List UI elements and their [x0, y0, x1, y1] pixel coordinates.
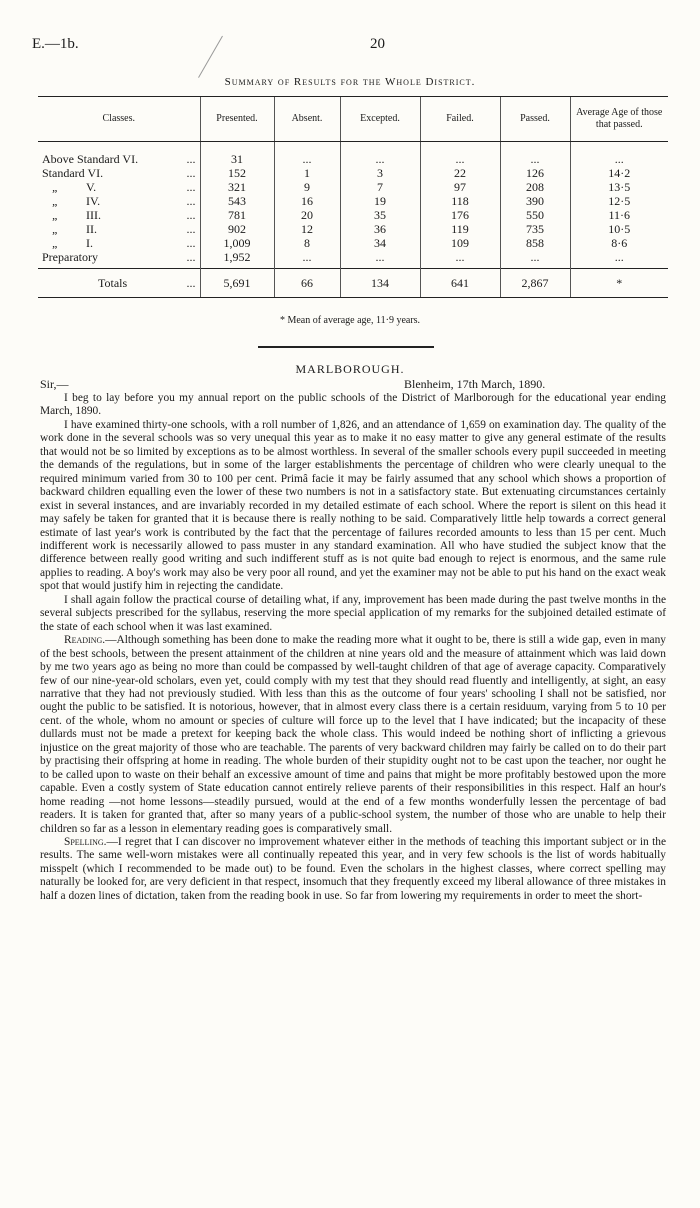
table-title: Summary of Results for the Whole District. — [224, 76, 476, 88]
cell-age: 14·2 — [570, 166, 668, 180]
totals-label-cell — [38, 269, 200, 298]
ditto-mark: „ — [52, 236, 59, 250]
leader-dots: ... — [186, 208, 196, 222]
page-header — [32, 36, 668, 56]
class-name: Standard VI. — [42, 166, 104, 180]
salutation: Sir,— — [40, 377, 69, 391]
cell-age: 13·5 — [570, 180, 668, 194]
class-name-cell — [38, 166, 200, 180]
cell-presented: 902 — [200, 222, 274, 236]
col-header-passed: Passed. — [500, 97, 570, 142]
paragraph-text: —Although something has been done to make the reading more what it ought to be, there is still a wide gap, even in many of the best schools, between the present attainment of the children at nine years old and the measure of attainment which was laid down by me two years ago as being no more than could be compassed by well-taught children of that age of average capacity. Comparatively few of our nine-year-old scholars, even yet, could comply with my test that they should read fluently and intelligently, at sight, an easy narrative that they had not previously studied. With less than this as the outcome of four years' schooling I shall not be satisfied, nor ought the public to be satisfied. It is notorious, however, that in almost every class there is a certain residuum, varying from 5 to 10 per cent. of the whole, whom no amount or species of culture will force up to the level that I have indicated; but the incapacity of these dullards must not be made a pretext for keeping back the whole class. This would indeed be nothing short of inflicting a grievous injustice on the great majority of those who are teachable. The parents of very backward children may fairly be called on to do their part by practising their offspring at home in reading. The whole burden of their stupidity ought not to be cast upon the teacher, nor ought he to be called upon to waste on their behalf an excessive amount of time and pains that might be more profitably bestowed upon the more capable. Even a costly system of State education cannot entirely relieve parents of their responsibilities in this respect. Half an hour's home reading —not home lessons—steadily pursued, would at the end of a few months wonderfully lessen the percentage of bad readers. It is taken for granted that, after so many years of a public-school system, the number of those who are unable to help their children so far as a lesson in elementary reading goes is comparatively small. — [40, 634, 666, 835]
class-name-cell — [38, 152, 200, 166]
table-row — [38, 222, 668, 236]
cell-failed: 109 — [420, 236, 500, 250]
leader-dots: ... — [186, 166, 196, 180]
totals-row — [38, 269, 668, 298]
cell-absent: 9 — [274, 180, 340, 194]
cell-excepted: 35 — [340, 208, 420, 222]
col-header-absent: Absent. — [274, 97, 340, 142]
table-spacer — [38, 142, 668, 153]
document-reference: E.—1b. — [32, 36, 79, 52]
cell-absent: 8 — [274, 236, 340, 250]
dateline: Blenheim, 17th March, 1890. — [404, 377, 546, 391]
cell-passed: ... — [500, 152, 570, 166]
table-row — [38, 250, 668, 269]
page-number: 20 — [370, 36, 385, 52]
cell-presented: 152 — [200, 166, 274, 180]
cell-absent: 20 — [274, 208, 340, 222]
total-absent: 66 — [274, 269, 340, 298]
cell-presented: 31 — [200, 152, 274, 166]
ditto-mark: „ — [52, 208, 59, 222]
class-name-cell — [38, 236, 200, 250]
cell-absent: ... — [274, 152, 340, 166]
cell-age: ... — [570, 152, 668, 166]
cell-excepted: 19 — [340, 194, 420, 208]
cell-age: 10·5 — [570, 222, 668, 236]
class-name: V. — [86, 180, 97, 194]
cell-presented: 543 — [200, 194, 274, 208]
cell-failed: 97 — [420, 180, 500, 194]
class-name: IV. — [86, 194, 101, 208]
cell-presented: 1,009 — [200, 236, 274, 250]
table-header-row — [38, 97, 668, 142]
section-title: MARLBOROUGH. — [295, 362, 405, 376]
table-row — [38, 208, 668, 222]
cell-age: 12·5 — [570, 194, 668, 208]
class-name: Above Standard VI. — [42, 152, 139, 166]
class-name-cell — [38, 208, 200, 222]
cell-presented: 1,952 — [200, 250, 274, 269]
totals-label: Totals — [98, 276, 128, 290]
cell-excepted: 3 — [340, 166, 420, 180]
cell-age: 8·6 — [570, 236, 668, 250]
report-paragraph — [40, 594, 666, 634]
class-name: III. — [86, 208, 101, 222]
cell-passed: 858 — [500, 236, 570, 250]
table-row — [38, 194, 668, 208]
paragraph-heading: Reading. — [64, 634, 106, 647]
cell-failed: 22 — [420, 166, 500, 180]
cell-absent: 16 — [274, 194, 340, 208]
cell-passed: 208 — [500, 180, 570, 194]
cell-passed: 126 — [500, 166, 570, 180]
class-name: II. — [86, 222, 97, 236]
cell-failed: 119 — [420, 222, 500, 236]
cell-excepted: 36 — [340, 222, 420, 236]
total-failed: 641 — [420, 269, 500, 298]
report-paragraph — [40, 392, 666, 419]
cell-failed: ... — [420, 250, 500, 269]
cell-excepted: ... — [340, 152, 420, 166]
paragraph-text: I beg to lay before you my annual report on the public schools of the District of Marlborough for the educational year ending March, 1890. — [40, 392, 666, 418]
class-name: I. — [86, 236, 93, 250]
col-header-presented: Presented. — [200, 97, 274, 142]
cell-absent: 12 — [274, 222, 340, 236]
col-header-failed: Failed. — [420, 97, 500, 142]
report-body — [40, 392, 666, 903]
total-passed: 2,867 — [500, 269, 570, 298]
cell-excepted: ... — [340, 250, 420, 269]
class-name-cell — [38, 250, 200, 269]
cell-passed: ... — [500, 250, 570, 269]
cell-excepted: 7 — [340, 180, 420, 194]
table-row — [38, 180, 668, 194]
cell-passed: 550 — [500, 208, 570, 222]
paragraph-text: —I regret that I can discover no improvement whatever either in the methods of teaching this important subject or in the results. The same well-worn mistakes were all continually repeated this year, and in very few schools is the list of words habitually misspelt (which I recommended to be made out) to be found. Even the scholars in the highest classes, where correct spelling may naturally be looked for, are very deficient in that respect, insomuch that they frequently exceed my liberal allowance of three mistakes in half a dozen lines of dictation, taken from the reading book in use. So far from lowering my requirements in order to meet the short- — [40, 835, 666, 902]
total-excepted: 134 — [340, 269, 420, 298]
table-row — [38, 236, 668, 250]
ditto-mark: „ — [52, 222, 59, 236]
cell-failed: 118 — [420, 194, 500, 208]
leader-dots: ... — [186, 180, 196, 194]
col-header-excepted: Excepted. — [340, 97, 420, 142]
leader-dots: ... — [186, 152, 196, 166]
scan-mark — [198, 36, 223, 78]
report-paragraph — [40, 419, 666, 594]
col-header-classes: Classes. — [38, 97, 200, 142]
class-name: Preparatory — [42, 250, 98, 264]
paragraph-text: I shall again follow the practical course of detailing what, if any, improvement has been made during the past twelve months in the several subjects prescribed for the syllabus, reserving the more special application of my remarks for the subjoined detailed estimate of the state of each school when it was last examined. — [40, 593, 666, 633]
ditto-mark: „ — [52, 194, 59, 208]
results-summary-table — [38, 96, 668, 298]
class-name-cell — [38, 180, 200, 194]
leader-dots: ... — [186, 276, 196, 290]
cell-age: ... — [570, 250, 668, 269]
paragraph-text: I have examined thirty-one schools, with a roll number of 1,826, and an attendance of 1,659 on examination day. The quality of the work done in the several schools was so very unequal this year as to make it no easy matter to give any general estimate of the results that would not be so limited by exceptions as to be almost worthless. In several of the smaller schools every pupil succeeded in meeting the demands of the regulations, but in some of the larger establishments the percentage of children who were clearly unequal to the required minimum varied from 30 to 100 per cent. Primâ facie it may be fairly assumed that any school which shows a proportion of backward children equalling even the lower of these two numbers is not in a satisfactory state. But extenuating circumstances certainly exist in several instances, and are invariably recorded in my detailed estimate of each school. Where the report is silent on this head it may safely be taken for granted that it is because there is really nothing to be said. Comparatively little help towards a correct general estimate of last year's work is contributed by the fact that the percentage of failures recorded amounts to less than 15 per cent. Much indifferent work is necessarily allowed to pass muster in any standard examination. All who have studied the subject know that the difference between really good writing and such indifferent stuff as is not quite bad enough to reject is enormous, and the same rule applies to reading. A boy's work may also be very poor all round, and yet the examiner may not be able to put his hand on the exact weak spot that would justify him in rejecting the candidate. — [40, 418, 666, 593]
paragraph-heading: Spelling. — [64, 835, 107, 848]
cell-failed: ... — [420, 152, 500, 166]
cell-excepted: 34 — [340, 236, 420, 250]
report-paragraph — [40, 836, 666, 903]
cell-passed: 735 — [500, 222, 570, 236]
ditto-mark: „ — [52, 180, 59, 194]
leader-dots: ... — [186, 194, 196, 208]
table-row — [38, 152, 668, 166]
cell-absent: 1 — [274, 166, 340, 180]
cell-absent: ... — [274, 250, 340, 269]
section-divider — [258, 346, 434, 348]
report-paragraph — [40, 634, 666, 836]
class-name-cell — [38, 194, 200, 208]
cell-presented: 321 — [200, 180, 274, 194]
leader-dots: ... — [186, 222, 196, 236]
total-presented: 5,691 — [200, 269, 274, 298]
col-header-average-age: Average Age of those that passed. — [570, 97, 668, 142]
cell-age: 11·6 — [570, 208, 668, 222]
total-age: * — [570, 269, 668, 298]
cell-failed: 176 — [420, 208, 500, 222]
table-footnote: * Mean of average age, 11·9 years. — [279, 315, 421, 326]
cell-presented: 781 — [200, 208, 274, 222]
class-name-cell — [38, 222, 200, 236]
leader-dots: ... — [186, 250, 196, 264]
leader-dots: ... — [186, 236, 196, 250]
cell-passed: 390 — [500, 194, 570, 208]
table-row — [38, 166, 668, 180]
